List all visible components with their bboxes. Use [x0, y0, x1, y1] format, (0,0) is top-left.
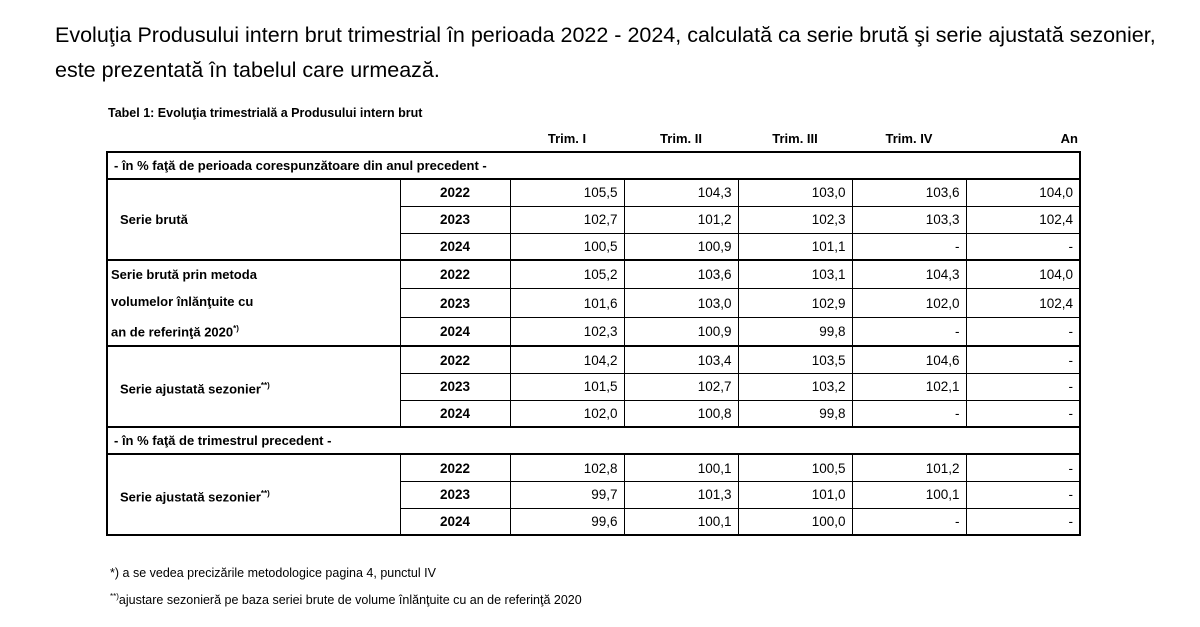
value-cell: 103,5: [738, 346, 852, 373]
value-cell: -: [852, 400, 966, 427]
value-cell: 102,9: [738, 289, 852, 318]
value-cell: -: [966, 454, 1080, 481]
group-label-line: Serie ajustată sezonier: [120, 380, 261, 396]
value-cell: 101,2: [624, 206, 738, 233]
group-label-line: Serie brută prin metoda: [111, 267, 257, 282]
year-cell: 2022: [400, 346, 510, 373]
value-cell: -: [852, 508, 966, 535]
year-cell: 2024: [400, 233, 510, 260]
value-cell: -: [966, 508, 1080, 535]
footnote-text: ajustare sezonieră pe baza seriei brute de volume înlănţuite cu an de referinţă 2020: [118, 593, 582, 608]
value-cell: 100,1: [624, 508, 738, 535]
header-trim-1: Trim. I: [547, 130, 587, 146]
value-cell: -: [966, 481, 1080, 508]
year-cell: 2024: [400, 508, 510, 535]
year-cell: 2024: [400, 318, 510, 347]
group-label-line: Serie brută: [120, 212, 188, 227]
section-header-qoq: [107, 427, 1080, 454]
value-cell: 101,1: [738, 233, 852, 260]
value-cell: 100,5: [738, 454, 852, 481]
year-cell: 2022: [400, 454, 510, 481]
value-cell: 102,0: [852, 289, 966, 318]
value-cell: -: [852, 318, 966, 347]
value-cell: 102,7: [624, 373, 738, 400]
row-group-label: [107, 346, 400, 427]
group-label-line: volumelor înlănţuite cu: [111, 294, 254, 309]
year-cell: 2024: [400, 400, 510, 427]
value-cell: 103,1: [738, 260, 852, 289]
table-row: [107, 260, 1080, 289]
year-cell: 2023: [400, 206, 510, 233]
footnote-ref: **): [260, 380, 270, 390]
value-cell: 100,8: [624, 400, 738, 427]
footnote-mark: **): [110, 592, 119, 601]
value-cell: 102,3: [510, 318, 624, 347]
year-cell: 2023: [400, 481, 510, 508]
value-cell: -: [966, 400, 1080, 427]
footnote-mark: *): [110, 566, 120, 580]
section-header-yoy: [107, 152, 1080, 179]
header-an: An: [1060, 130, 1078, 146]
value-cell: 101,3: [624, 481, 738, 508]
gdp-table: [106, 125, 1081, 536]
value-cell: 104,3: [624, 179, 738, 206]
row-group-label: [107, 260, 400, 346]
year-cell: 2023: [400, 289, 510, 318]
intro-paragraph: Evoluţia Produsului intern brut trimestrial în perioada 2022 - 2024, calculată ca serie brută şi serie ajustată sezonier, este prezentată în tabelul care urmează.: [55, 23, 1156, 82]
section-label: - în % faţă de trimestrul precedent -: [107, 427, 1080, 454]
footnote-ref: *): [233, 324, 239, 333]
value-cell: 102,1: [852, 373, 966, 400]
table-row: [107, 346, 1080, 373]
value-cell: 105,5: [510, 179, 624, 206]
header-trim-4: Trim. IV: [885, 130, 933, 146]
value-cell: -: [966, 346, 1080, 373]
value-cell: 100,1: [624, 454, 738, 481]
table-caption: Tabel 1: Evoluţia trimestrială a Produsului intern brut: [108, 106, 423, 120]
value-cell: 99,8: [738, 318, 852, 347]
value-cell: 102,4: [966, 206, 1080, 233]
value-cell: -: [966, 233, 1080, 260]
value-cell: 104,2: [510, 346, 624, 373]
value-cell: 103,2: [738, 373, 852, 400]
value-cell: 103,4: [624, 346, 738, 373]
section-label: - în % faţă de perioada corespunzătoare din anul precedent -: [107, 152, 1080, 179]
year-cell: 2023: [400, 373, 510, 400]
value-cell: 100,1: [852, 481, 966, 508]
footnote-1: [110, 566, 436, 580]
value-cell: 104,0: [966, 179, 1080, 206]
year-cell: 2022: [400, 260, 510, 289]
value-cell: 103,3: [852, 206, 966, 233]
header-trim-3: Trim. III: [772, 130, 818, 146]
value-cell: 101,5: [510, 373, 624, 400]
row-group-label: [107, 454, 400, 535]
value-cell: 100,9: [624, 318, 738, 347]
value-cell: 104,3: [852, 260, 966, 289]
value-cell: 103,6: [852, 179, 966, 206]
group-label-line: an de referinţă 2020: [111, 324, 234, 340]
header-row: [107, 125, 1080, 152]
table-row: [107, 454, 1080, 481]
value-cell: 104,6: [852, 346, 966, 373]
value-cell: -: [852, 233, 966, 260]
footnote-ref: **): [260, 488, 270, 498]
value-cell: 102,3: [738, 206, 852, 233]
value-cell: 102,7: [510, 206, 624, 233]
footnote-2: [110, 592, 582, 607]
value-cell: 103,0: [738, 179, 852, 206]
value-cell: 102,0: [510, 400, 624, 427]
value-cell: 105,2: [510, 260, 624, 289]
value-cell: 104,0: [966, 260, 1080, 289]
value-cell: 101,2: [852, 454, 966, 481]
value-cell: -: [966, 373, 1080, 400]
header-trim-2: Trim. II: [660, 130, 702, 146]
value-cell: -: [966, 318, 1080, 347]
value-cell: 100,5: [510, 233, 624, 260]
value-cell: 99,6: [510, 508, 624, 535]
group-label-line: Serie ajustată sezonier: [120, 488, 261, 504]
value-cell: 102,4: [966, 289, 1080, 318]
value-cell: 99,7: [510, 481, 624, 508]
value-cell: 101,6: [510, 289, 624, 318]
table-row: [107, 179, 1080, 206]
value-cell: 102,8: [510, 454, 624, 481]
row-group-label: [107, 179, 400, 260]
value-cell: 100,9: [624, 233, 738, 260]
footnote-text: a se vedea precizările metodologice pagina 4, punctul IV: [122, 566, 436, 580]
value-cell: 101,0: [738, 481, 852, 508]
value-cell: 103,6: [624, 260, 738, 289]
year-cell: 2022: [400, 179, 510, 206]
value-cell: 99,8: [738, 400, 852, 427]
value-cell: 103,0: [624, 289, 738, 318]
value-cell: 100,0: [738, 508, 852, 535]
